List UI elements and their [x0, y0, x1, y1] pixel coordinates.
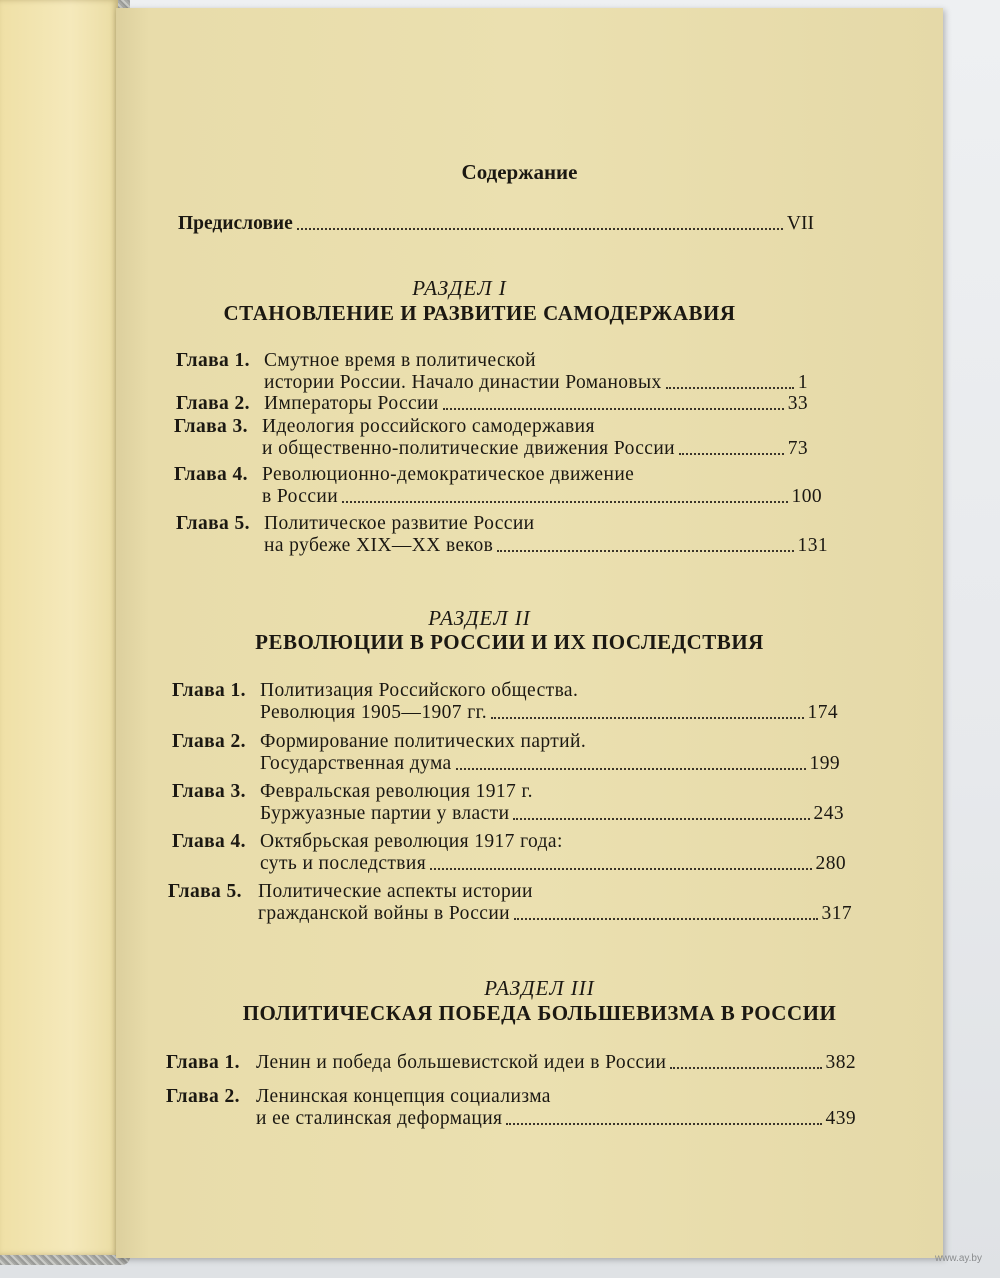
chapter-title-text: Буржуазные партии у власти [260, 803, 510, 824]
chapter-title-line [256, 1108, 856, 1130]
leader-dots [513, 818, 809, 820]
chapter-title-text: в России [262, 486, 339, 507]
chapter-title-text: на рубеже XIX—XX веков [264, 535, 494, 556]
chapter-page: 131 [797, 535, 828, 556]
chapter-label: Глава 5. [176, 513, 250, 534]
chapter-label: Глава 2. [172, 731, 246, 752]
chapter-page: 382 [825, 1052, 856, 1073]
chapter-title-line [256, 1052, 856, 1074]
chapter-page: 243 [813, 803, 844, 824]
chapter-page: 73 [787, 438, 808, 459]
leader-dots [514, 918, 818, 920]
chapter-label: Глава 4. [174, 464, 248, 485]
chapter-page: 33 [787, 393, 808, 414]
section-number: РАЗДЕЛ II [428, 606, 531, 630]
chapter-title-line [260, 803, 844, 825]
chapter-page: 280 [815, 853, 846, 874]
leader-dots [342, 501, 787, 503]
chapter-page: 439 [825, 1108, 856, 1129]
leader-dots [443, 408, 784, 410]
chapter-title-line: Революционно-демократическое движение [262, 464, 635, 485]
section-title: СТАНОВЛЕНИЕ И РАЗВИТИЕ САМОДЕРЖАВИЯ [223, 301, 736, 325]
leader-dots [491, 717, 803, 719]
chapter-page: 317 [821, 903, 852, 924]
chapter-page: 199 [809, 753, 840, 774]
leader-dots [506, 1123, 821, 1125]
chapter-title-line [264, 393, 808, 415]
leader-dots [297, 228, 783, 230]
chapter-label: Глава 3. [172, 781, 246, 802]
chapter-title-line: Февральская революция 1917 г. [260, 781, 533, 802]
chapter-label: Глава 2. [176, 393, 250, 414]
chapter-title-line: Смутное время в политической [264, 350, 536, 371]
section-number: РАЗДЕЛ III [484, 976, 595, 1000]
chapter-title-text: гражданской войны в России [258, 903, 511, 924]
chapter-title-text: суть и последствия [260, 853, 427, 874]
leader-dots [497, 550, 793, 552]
chapter-title-text: и ее сталинская деформация [256, 1108, 503, 1129]
chapter-title-text: и общественно-политические движения России [262, 438, 675, 459]
chapter-title-line: Политизация Российского общества. [260, 680, 579, 701]
chapter-title-line [260, 702, 838, 724]
leader-dots [679, 453, 784, 455]
section-title: ПОЛИТИЧЕСКАЯ ПОБЕДА БОЛЬШЕВИЗМА В РОССИИ [242, 1001, 837, 1025]
chapter-label: Глава 3. [174, 416, 248, 437]
preface-row [178, 213, 814, 235]
chapter-label: Глава 1. [166, 1052, 240, 1073]
chapter-title-line: Идеология российского самодержавия [262, 416, 595, 437]
chapter-title-text: Ленин и победа большевистской идеи в России [256, 1052, 667, 1073]
chapter-page: 100 [791, 486, 822, 507]
chapter-title-line: Октябрьская революция 1917 года: [260, 831, 563, 852]
chapter-title-line: Политическое развитие России [264, 513, 535, 534]
chapter-label: Глава 2. [166, 1086, 240, 1107]
chapter-title-text: Императоры России [264, 393, 439, 414]
chapter-title-text: Государственная дума [260, 753, 452, 774]
chapter-title-line [260, 753, 840, 775]
chapter-title-line: Формирование политических партий. [260, 731, 587, 752]
chapter-label: Глава 4. [172, 831, 246, 852]
chapter-label: Глава 1. [176, 350, 250, 371]
section-number: РАЗДЕЛ I [412, 276, 507, 300]
chapter-title-line [264, 372, 808, 394]
chapter-page: 174 [807, 702, 838, 723]
watermark: www.ay.by [934, 1253, 982, 1264]
preface-page: VII [786, 213, 814, 234]
chapter-title-text: Революция 1905—1907 гг. [260, 702, 488, 723]
toc-title: Содержание [461, 160, 578, 184]
chapter-label: Глава 5. [168, 881, 242, 902]
leader-dots [670, 1067, 821, 1069]
chapter-title-line [264, 535, 828, 557]
chapter-title-text: истории России. Начало династии Романовых [264, 372, 662, 393]
chapter-title-line [258, 903, 852, 925]
leader-dots [430, 868, 811, 870]
leader-dots [666, 387, 794, 389]
chapter-title-line [262, 486, 822, 508]
preface-label: Предисловие [178, 213, 293, 234]
chapter-title-line [260, 853, 846, 875]
chapter-title-line: Политические аспекты истории [258, 881, 533, 902]
chapter-title-line [262, 438, 808, 460]
section-title: РЕВОЛЮЦИИ В РОССИИ И ИХ ПОСЛЕДСТВИЯ [255, 630, 764, 654]
chapter-page: 1 [797, 372, 808, 393]
chapter-label: Глава 1. [172, 680, 246, 701]
book-page [116, 8, 943, 1258]
leader-dots [456, 768, 806, 770]
chapter-title-line: Ленинская концепция социализма [256, 1086, 551, 1107]
